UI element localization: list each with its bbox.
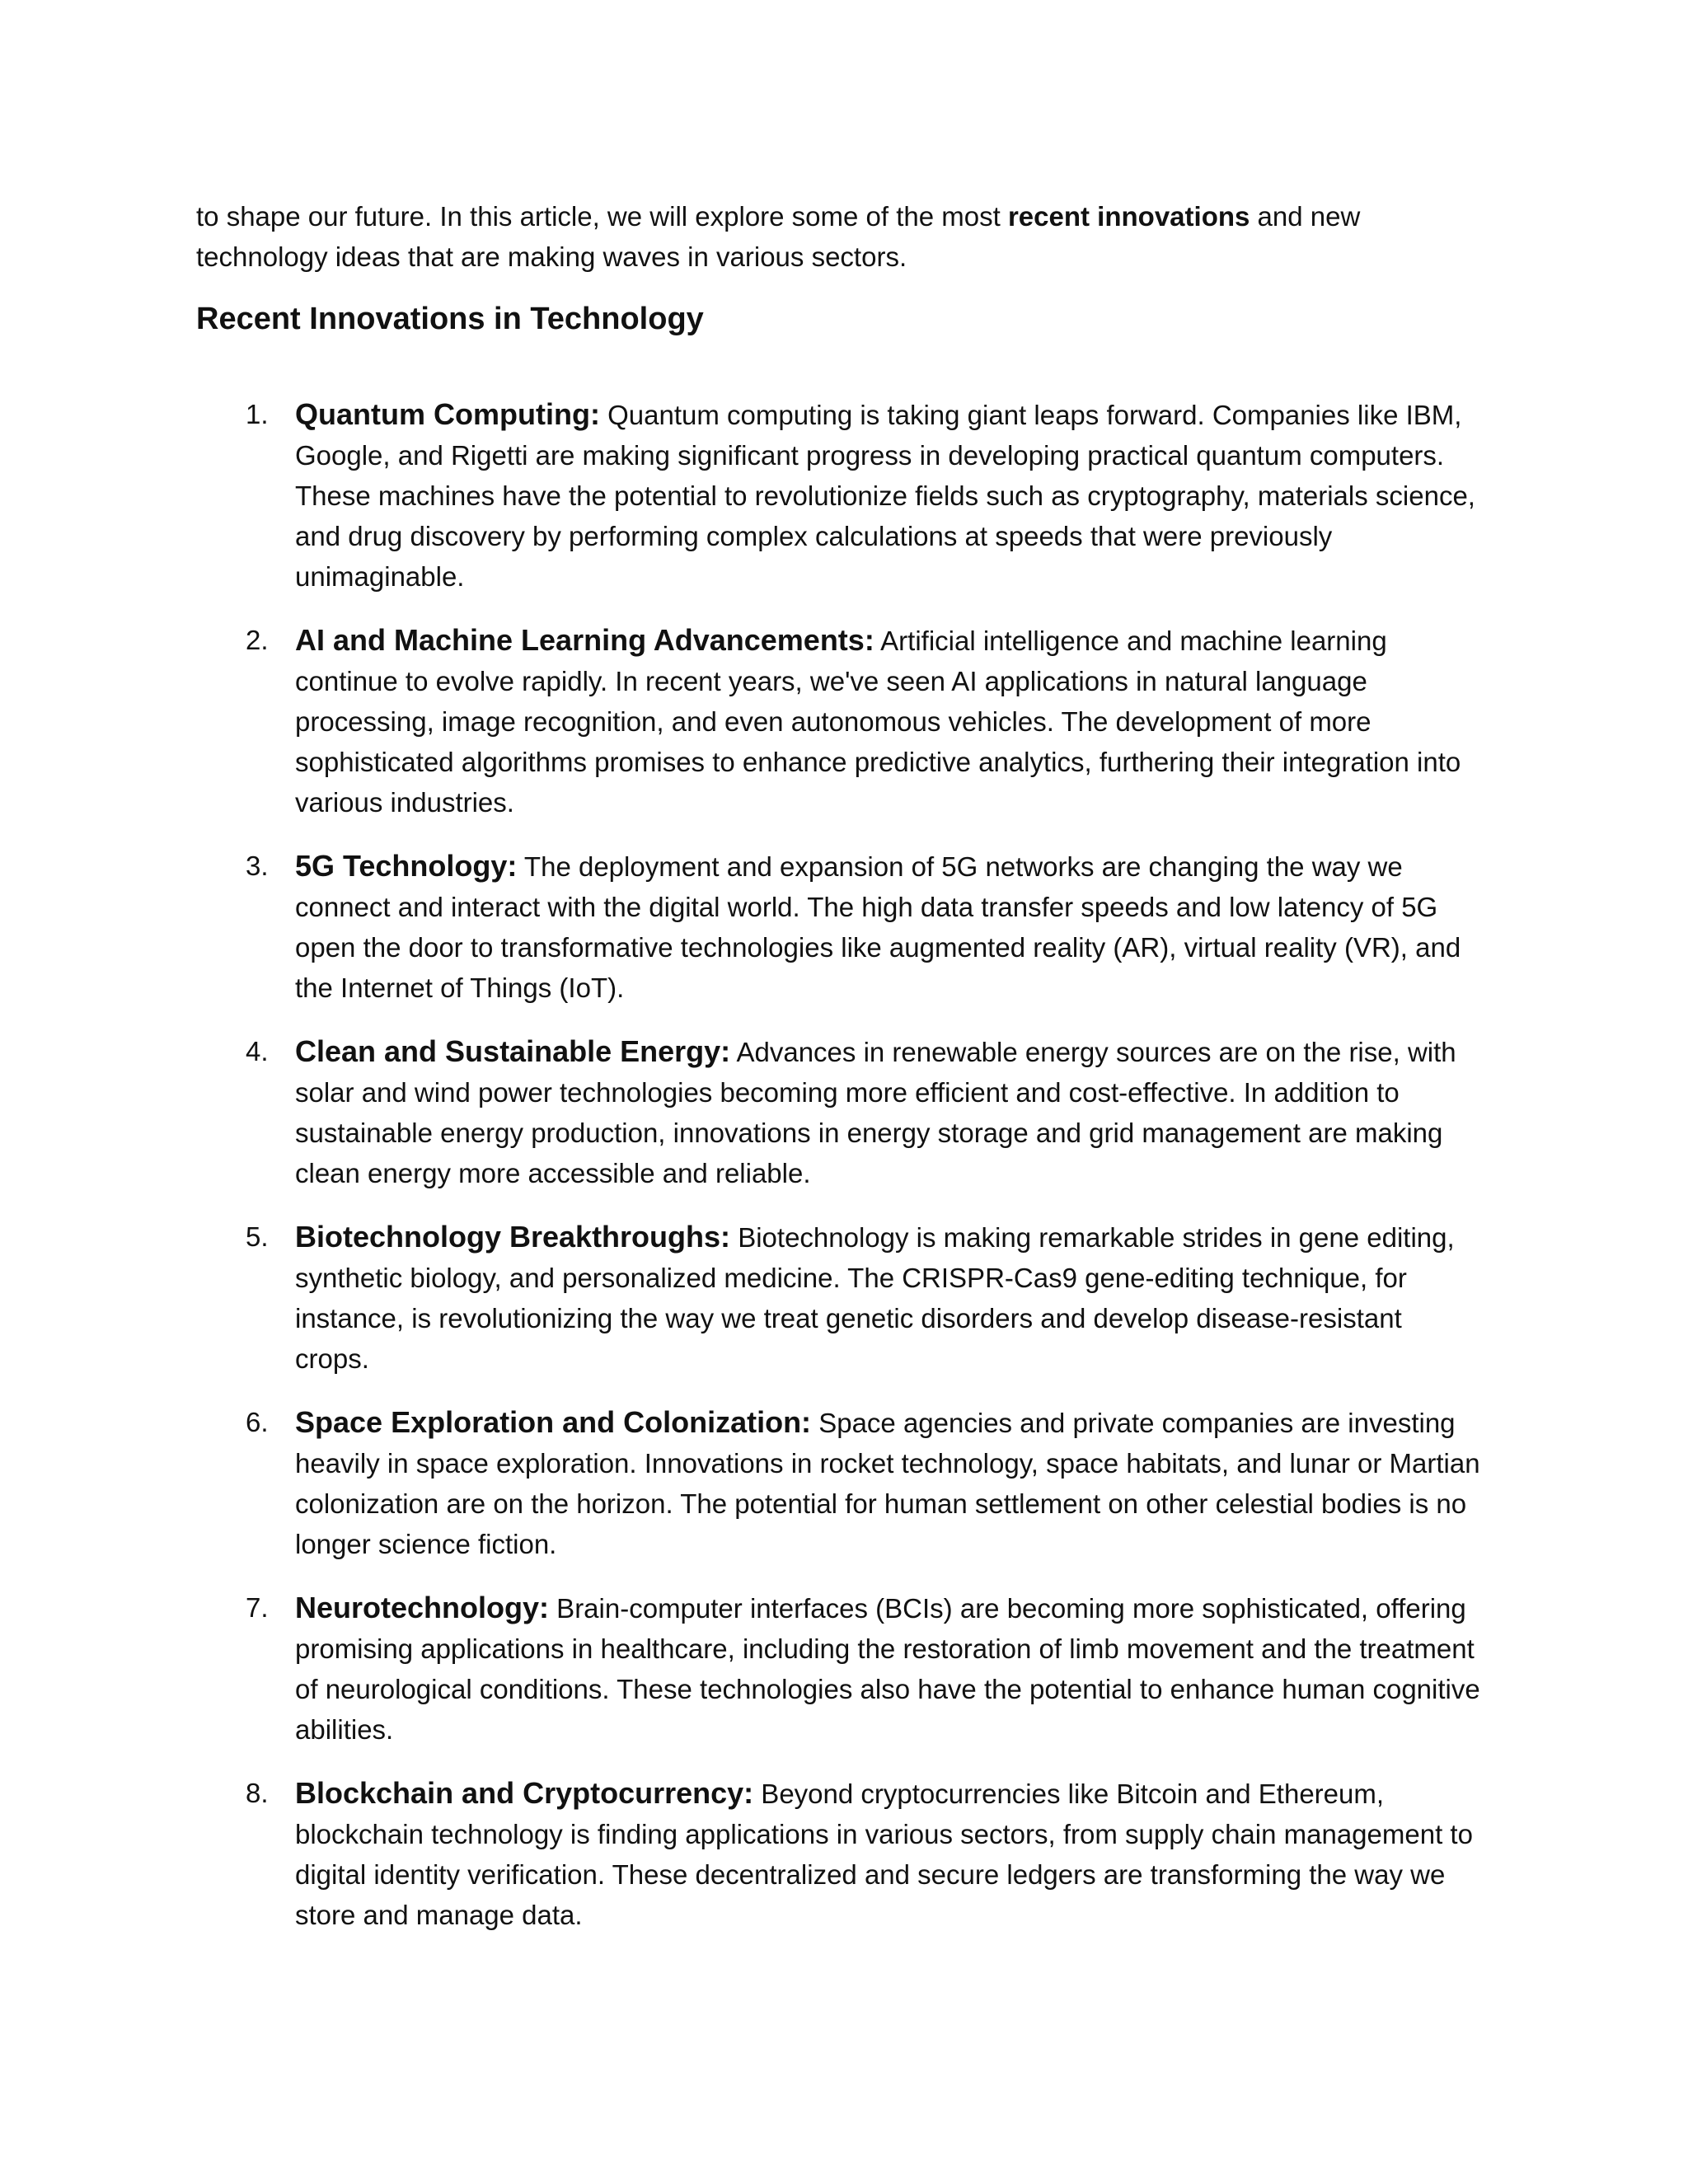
list-item (196, 394, 1482, 597)
list-item (196, 1216, 1482, 1379)
list-item-title: 5G Technology: (295, 849, 518, 883)
list-item-number: 7. (246, 1592, 269, 1623)
list-item-text: Quantum computing is taking giant leaps forward. Companies like IBM, Google, and Rigetti are making significant progress in developing practical quantum computers. These machines have the potential to revolutionize fields such as cryptography, materials science, and drug discovery by performing complex calculations at speeds that were previously unimaginable. (295, 400, 1475, 592)
list-item-number: 6. (246, 1407, 269, 1437)
list-item-number: 2. (246, 625, 269, 655)
list-item-title: Space Exploration and Colonization: (295, 1405, 812, 1439)
list-item-text: Advances in renewable energy sources are on the rise, with solar and wind power technologies becoming more efficient and cost-effective. In addition to sustainable energy production, innovations in energy storage and grid management are making clean energy more accessible and reliable. (295, 1037, 1456, 1188)
intro-text-after: and new technology ideas that are making waves in various sectors. (196, 201, 1361, 272)
list-item-number: 4. (246, 1036, 269, 1066)
list-item-number: 8. (246, 1778, 269, 1808)
list-item (196, 846, 1482, 1008)
intro-bold-text: recent innovations (1007, 201, 1250, 232)
intro-text-before: to shape our future. In this article, we will explore some of the most (196, 201, 1008, 232)
list-item-text: Artificial intelligence and machine learning continue to evolve rapidly. In recent years, we've seen AI applications in natural language processing, image recognition, and even autonomous vehicles. The development of more sophisticated algorithms promises to enhance predictive analytics, furthering their integration into various industries. (295, 626, 1461, 818)
list-item (196, 1031, 1482, 1193)
list-item-title: Clean and Sustainable Energy: (295, 1034, 731, 1068)
intro-paragraph (196, 196, 1482, 277)
list-item-title: AI and Machine Learning Advancements: (295, 623, 874, 657)
list-item-title: Blockchain and Cryptocurrency: (295, 1776, 754, 1810)
list-item-title: Biotechnology Breakthroughs: (295, 1220, 731, 1254)
section-heading: Recent Innovations in Technology (196, 302, 704, 336)
list-item-title: Quantum Computing: (295, 397, 600, 431)
innovations-list (196, 394, 1482, 1958)
list-item-text: The deployment and expansion of 5G networks are changing the way we connect and interact with the digital world. The high data transfer speeds and low latency of 5G open the door to transformative technologies like augmented reality (AR), virtual reality (VR), and the Internet of Things (IoT). (295, 851, 1461, 1003)
list-item-text: Biotechnology is making remarkable strides in gene editing, synthetic biology, and personalized medicine. The CRISPR-Cas9 gene-editing technique, for instance, is revolutionizing the way we treat genetic disorders and develop disease-resistant crops. (295, 1222, 1455, 1374)
list-item (196, 1587, 1482, 1750)
list-item (196, 1773, 1482, 1935)
list-item-text: Brain-computer interfaces (BCIs) are becoming more sophisticated, offering promising applications in healthcare, including the restoration of limb movement and the treatment of neurological conditions. These technologies also have the potential to enhance human cognitive abilities. (295, 1593, 1480, 1745)
list-item-number: 1. (246, 399, 269, 429)
list-item (196, 620, 1482, 823)
list-item-number: 5. (246, 1221, 269, 1252)
list-item-title: Neurotechnology: (295, 1591, 550, 1624)
list-item (196, 1402, 1482, 1564)
list-item-number: 3. (246, 851, 269, 881)
list-item-text: Beyond cryptocurrencies like Bitcoin and Ethereum, blockchain technology is finding applications in various sectors, from supply chain management to digital identity verification. These decentralized and secure ledgers are transforming the way we store and manage data. (295, 1779, 1473, 1930)
list-item-text: Space agencies and private companies are investing heavily in space exploration. Innovations in rocket technology, space habitats, and lunar or Martian colonization are on the horizon. The potential for human settlement on other celestial bodies is no longer science fiction. (295, 1408, 1480, 1559)
